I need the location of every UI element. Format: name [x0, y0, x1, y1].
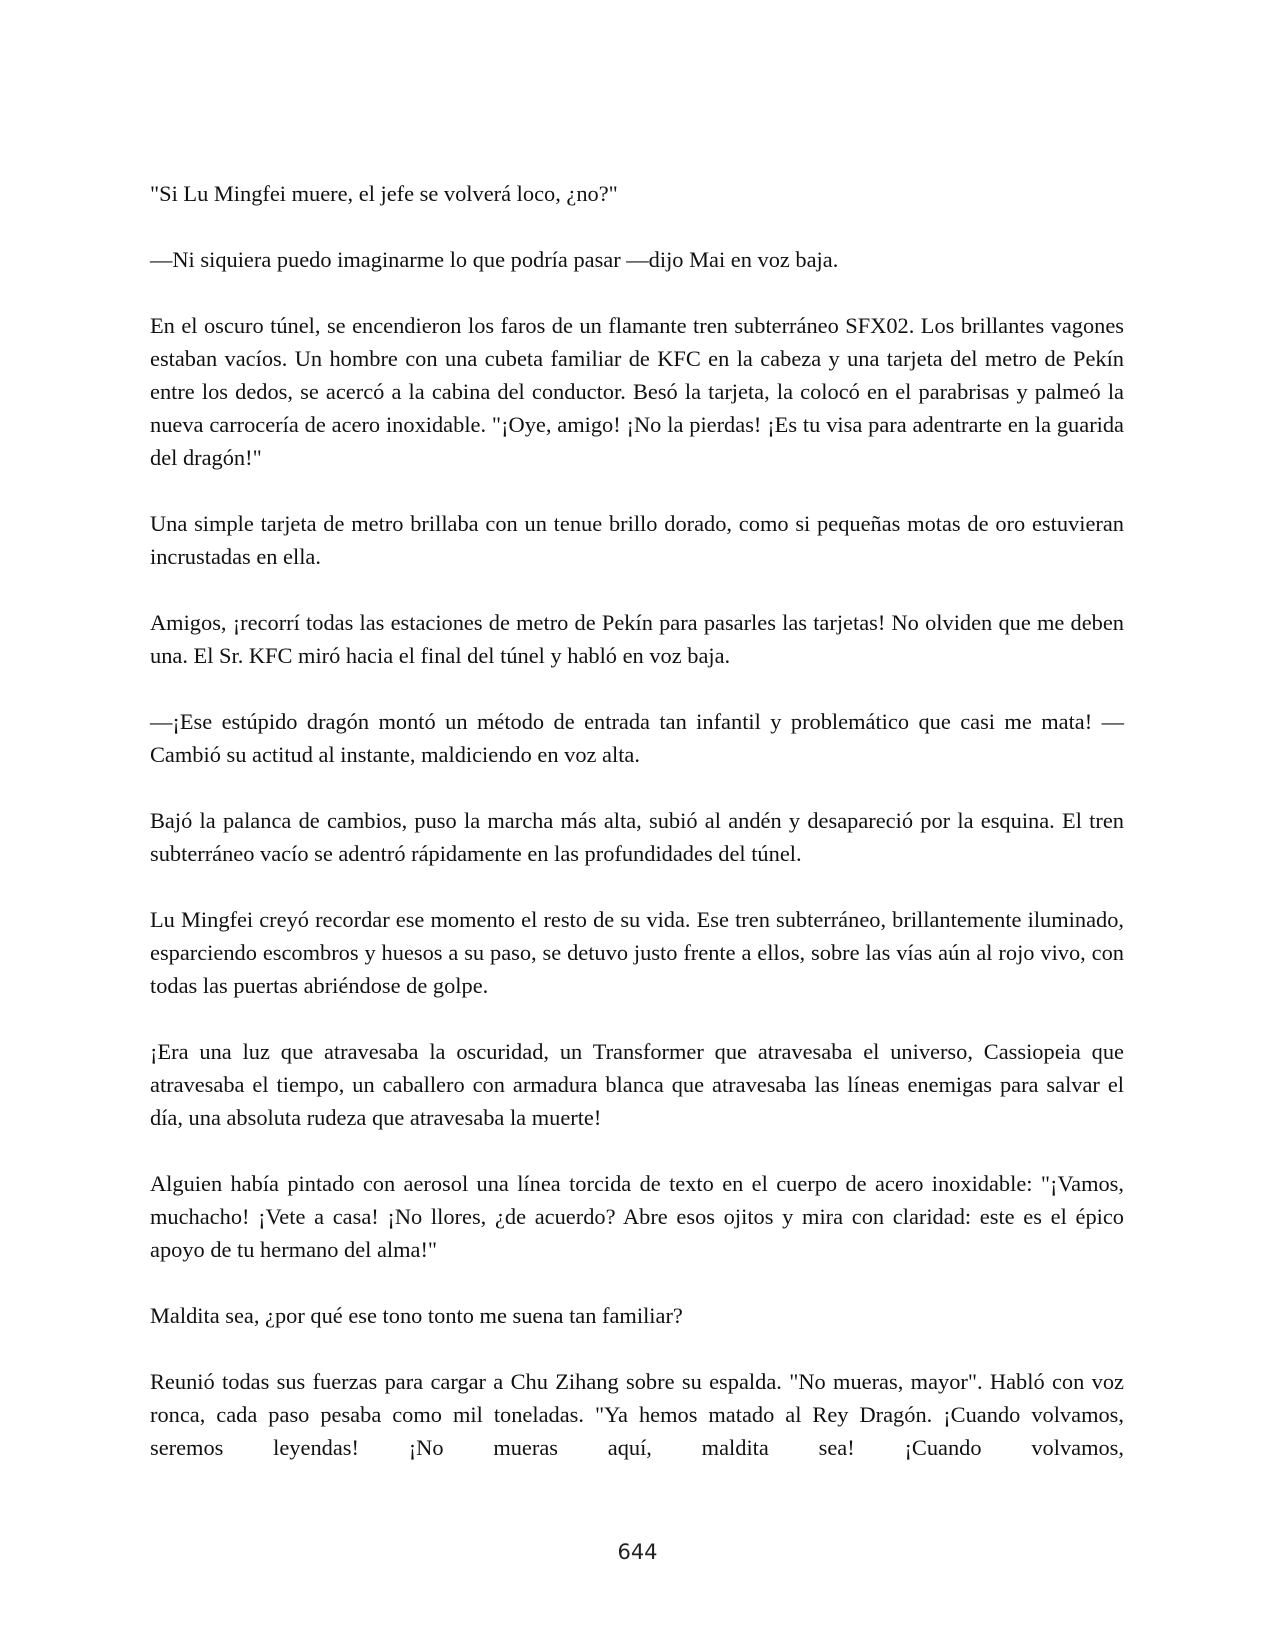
paragraph: Alguien había pintado con aerosol una línea torcida de texto en el cuerpo de acero inoxidable: "¡Vamos, muchacho! ¡Vete a casa! ¡No llores, ¿de acuerdo? Abre esos ojitos y mira con claridad: este es el épico apoyo de tu hermano del alma!"	[150, 1171, 1124, 1262]
paragraph: Reunió todas sus fuerzas para cargar a Chu Zihang sobre su espalda. "No mueras, mayor". Habló con voz ronca, cada paso pesaba como mil toneladas. "Ya hemos matado al Rey Dragón. ¡Cuando volvamos, seremos leyendas! ¡No mueras aquí, maldita sea! ¡Cuando volvamos,	[150, 1369, 1124, 1460]
paragraph: Maldita sea, ¿por qué ese tono tonto me suena tan familiar?	[150, 1303, 683, 1328]
paragraph: ¡Era una luz que atravesaba la oscuridad, un Transformer que atravesaba el universo, Cassiopeia que atravesaba el tiempo, un caballero con armadura blanca que atravesaba las líneas enemigas para salvar el día, una absoluta rudeza que atravesaba la muerte!	[150, 1039, 1124, 1130]
paragraph: —Ni siquiera puedo imaginarme lo que podría pasar —dijo Mai en voz baja.	[150, 247, 839, 272]
paragraph: —¡Ese estúpido dragón montó un método de entrada tan infantil y problemático que casi me mata! —Cambió su actitud al instante, maldiciendo en voz alta.	[150, 709, 1124, 767]
paragraph: Bajó la palanca de cambios, puso la marcha más alta, subió al andén y desapareció por la esquina. El tren subterráneo vacío se adentró rápidamente en las profundidades del túnel.	[150, 808, 1124, 866]
paragraph: Una simple tarjeta de metro brillaba con un tenue brillo dorado, como si pequeñas motas de oro estuvieran incrustadas en ella.	[150, 511, 1124, 569]
paragraph: "Si Lu Mingfei muere, el jefe se volverá loco, ¿no?"	[150, 181, 618, 206]
page-number: 644	[617, 1540, 658, 1564]
paragraph: Amigos, ¡recorrí todas las estaciones de metro de Pekín para pasarles las tarjetas! No olviden que me deben una. El Sr. KFC miró hacia el final del túnel y habló en voz baja.	[150, 610, 1124, 668]
document-body	[150, 177, 1124, 1497]
paragraph: Lu Mingfei creyó recordar ese momento el resto de su vida. Ese tren subterráneo, brillantemente iluminado, esparciendo escombros y huesos a su paso, se detuvo justo frente a ellos, sobre las vías aún al rojo vivo, con todas las puertas abriéndose de golpe.	[150, 907, 1124, 998]
paragraph: En el oscuro túnel, se encendieron los faros de un flamante tren subterráneo SFX02. Los brillantes vagones estaban vacíos. Un hombre con una cubeta familiar de KFC en la cabeza y una tarjeta del metro de Pekín entre los dedos, se acercó a la cabina del conductor. Besó la tarjeta, la colocó en el parabrisas y palmeó la nueva carrocería de acero inoxidable. "¡Oye, amigo! ¡No la pierdas! ¡Es tu visa para adentrarte en la guarida del dragón!"	[150, 313, 1124, 470]
